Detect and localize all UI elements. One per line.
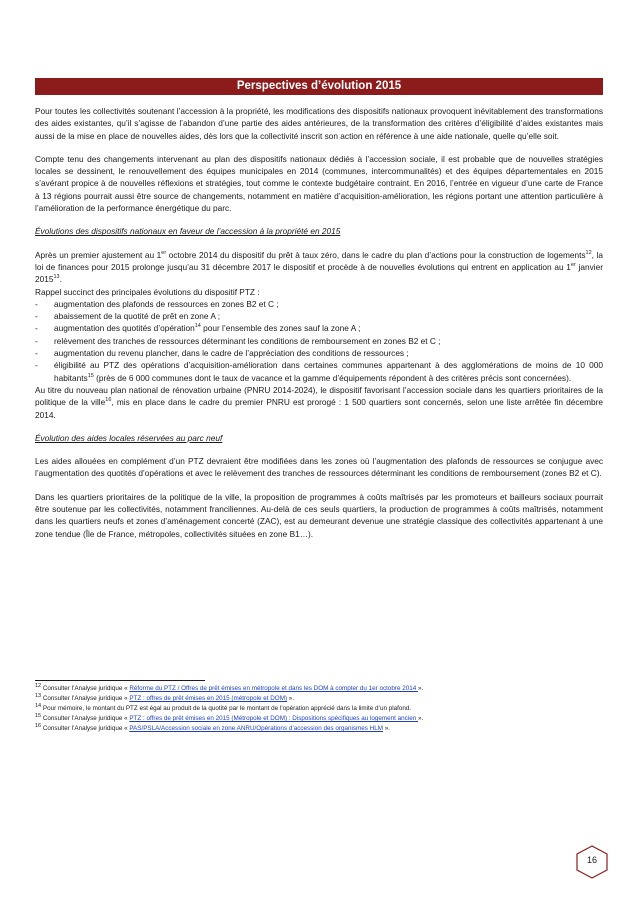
document-body <box>35 105 603 551</box>
footnote-link[interactable]: PTZ : offres de prêt émises en 2015 (métropole et DOM) <box>129 695 288 702</box>
paragraph: Compte tenu des changements intervenant au plan des dispositifs nationaux dédiés à l’accession sociale, il est probable que de nouvelles stratégies locales se dessinent, le renouvellement des équipes municipales en 2014 (communes, intercommunalités) et des équipes départementales en 2015 s’avérant propice à de nouvelles réflexions et stratégies, tout comme le contexte budgétaire contraint. En 2016, l’entrée en vigueur d’une carte de France à 13 régions pourrait aussi être source de changements, notamment en matière d’acquisition-amélioration, les régions portant une attention particulière à l’amélioration de la performance énergétique du parc. <box>35 153 603 214</box>
footnote-ref[interactable]: 12 <box>585 249 592 256</box>
paragraph: Rappel succinct des principales évolutions du dispositif PTZ : <box>35 286 260 297</box>
subsection-heading: Évolution des aides locales réservées au parc neuf <box>35 432 223 443</box>
footnote-ref[interactable]: 16 <box>105 397 112 404</box>
footnote: $^{12}$ Consulter l’Analyse juridique « Réforme du PTZ / Offres de prêt émises en métropole et dans les DOM à compter du 1er octobre 2014 ». <box>35 682 424 692</box>
paragraph: Dans les quartiers prioritaires de la politique de la ville, la proposition de programmes à coûts maîtrisés par les promoteurs et bailleurs sociaux pourrait être soutenue par les collectivités, notamment franciliennes. Au-delà de ces seuls quartiers, la production de programmes à coûts maîtrisés, notamment dans les quartiers neufs et zones d’aménagement concerté (ZAC), est au demeurant devenue une stratégie classique des collectivités appartenant à une zone tendue (Île de France, métropoles, collectivités situées en zone B1…). <box>35 491 603 539</box>
footnote-ref[interactable]: 14 <box>194 323 201 330</box>
list-item: - augmentation du revenu plancher, dans le cadre de l’appréciation des conditions de ressources ; <box>35 347 603 359</box>
bullet-list <box>35 298 603 384</box>
footnote-link[interactable]: Réforme du PTZ / Offres de prêt émises en métropole et dans les DOM à compter du 1er octobre 2014 <box>129 685 418 692</box>
footnote-ref[interactable]: 13 <box>53 274 60 281</box>
paragraph: Pour toutes les collectivités soutenant l’accession à la propriété, les modifications des dispositifs nationaux provoquent inévitablement des transformations des aides existantes, qu’il s’agisse de l’abandon d’une partie des aides antérieures, de la transformation des critères d’éligibilité d’aides existantes mais aussi de la mise en place de nouvelles aides, dès lors que la collectivité inscrit son action en référence à une aide nationale, quelle qu’elle soit. <box>35 106 603 141</box>
footnotes <box>35 684 603 734</box>
subsection-heading: Évolutions des dispositifs nationaux en faveur de l’accession à la propriété en 2015 <box>35 226 341 237</box>
list-item: - relèvement des tranches de ressources déterminant les conditions de remboursement en zones B2 et C ; <box>35 335 603 347</box>
page-number: 16 <box>586 855 597 865</box>
paragraph: Les aides allouées en complément d’un PTZ devraient être modifiées dans les zones où l’augmentation des plafonds de ressources se conjugue avec l’augmentation des quotités d’opérations et avec le relèvement des tranches de ressources déterminant les conditions de remboursement (zones B2 et C). <box>35 456 603 479</box>
footnote: $^{15}$ Consulter l’Analyse juridique « PTZ : offres de prêt émises en 2015 (Métropole et DOM) : Dispositions spécifiques au logement ancien ». <box>35 712 424 722</box>
section-title: Perspectives d’évolution 2015 <box>35 78 603 95</box>
list-item: - augmentation des quotités d’opération$^{14}$ pour l’ensemble des zones sauf la zone A ; <box>35 322 603 334</box>
list-item: - abaissement de la quotité de prêt en zone A ; <box>35 310 603 322</box>
list-item: - éligibilité au PTZ des opérations d’acquisition-amélioration dans certaines communes appartenant à des agglomérations de moins de 10 000 habitants$^{15}$ (près de 6 000 communes dont le taux de vacance et la gamme d’équipements répondent à des critères précis sont concernées). <box>35 359 603 384</box>
footnote-link[interactable]: PAS/PSLA/Accession sociale en zone ANRU/Opérations d’accession des organismes HLM <box>129 725 383 732</box>
footnote: $^{13}$ Consulter l’Analyse juridique « PTZ : offres de prêt émises en 2015 (métropole et DOM) ». <box>35 692 295 702</box>
paragraph: Au titre du nouveau plan national de rénovation urbaine (PNRU 2014-2024), le dispositif favorisant l’accession sociale dans les quartiers prioritaires de la politique de la ville$^{16}$, mis en place dans le cadre du premier PNRU est prorogé : 1 500 quartiers sont concernés, selon une liste arrêtée fin décembre 2014. <box>35 384 603 420</box>
list-item: - augmentation des plafonds de ressources en zones B2 et C ; <box>35 298 603 310</box>
paragraph: Après un premier ajustement au 1er octobre 2014 du dispositif du prêt à taux zéro, dans le cadre du plan d’actions pour la construction de logements$^{12}$, la loi de finances pour 2015 prolonge jusqu’au 31 décembre 2017 le dispositif et procède à de nouvelles évolutions qui entrent en application au 1er janvier 2015$^{13}$. <box>35 249 603 285</box>
footnote-link[interactable]: PTZ : offres de prêt émises en 2015 (Métropole et DOM) : Dispositions spécifiques au logement ancien <box>129 715 418 722</box>
footnote: $^{16}$ Consulter l’Analyse juridique « PAS/PSLA/Accession sociale en zone ANRU/Opérations d’accession des organismes HLM ». <box>35 722 390 732</box>
footnote-ref[interactable]: 15 <box>87 372 94 379</box>
footnote-separator <box>35 680 205 681</box>
footnote: $^{14}$ Pour mémoire, le montant du PTZ est égal au produit de la quotité par le montant de l’opération apprécié dans la limite d’un plafond. <box>35 702 412 712</box>
